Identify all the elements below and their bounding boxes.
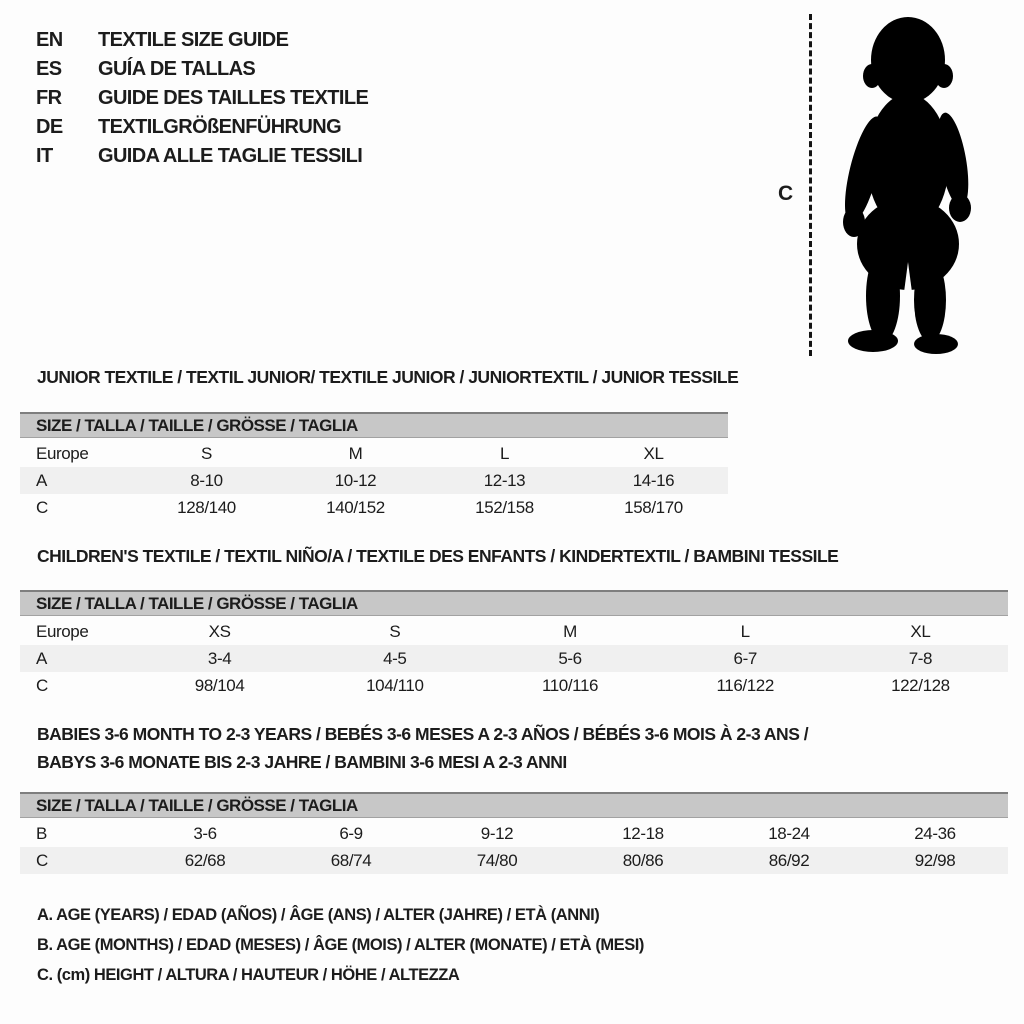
age-value: 14-16 <box>632 470 675 490</box>
figure-area <box>760 0 1024 375</box>
language-row-en <box>36 26 368 55</box>
height-value: 62/68 <box>184 850 226 870</box>
height-value: 140/152 <box>326 497 385 517</box>
junior-size-header: SIZE / TALLA / TAILLE / GRÖSSE / TAGLIA <box>20 412 728 438</box>
size-value: S <box>389 621 401 641</box>
language-title: GUIDE DES TAILLES TEXTILE <box>98 87 369 109</box>
height-label-c: C <box>778 182 794 205</box>
table-row-height <box>20 494 728 521</box>
toddler-silhouette-icon <box>818 10 994 362</box>
height-value: 104/110 <box>366 675 424 695</box>
babies-heading-line1: BABIES 3-6 MONTH TO 2-3 YEARS / BEBÉS 3-6 MESES A 2-3 AÑOS / BÉBÉS 3-6 MOIS À 2-3 ANS / <box>37 724 809 744</box>
age-value: 6-9 <box>339 823 363 843</box>
age-value: 9-12 <box>480 823 514 843</box>
language-code: ES <box>36 58 62 80</box>
size-value: XS <box>208 621 231 641</box>
height-value: 92/98 <box>914 850 956 870</box>
footnote-c: C. (cm) HEIGHT / ALTURA / HAUTEUR / HÖHE / ALTEZZA <box>37 966 460 984</box>
age-value: 12-13 <box>483 470 526 490</box>
row-label: A <box>36 470 47 490</box>
row-label: A <box>36 648 47 668</box>
language-row-es <box>36 55 368 84</box>
babies-size-header: SIZE / TALLA / TAILLE / GRÖSSE / TAGLIA <box>20 792 1008 818</box>
children-size-header: SIZE / TALLA / TAILLE / GRÖSSE / TAGLIA <box>20 590 1008 616</box>
age-value: 7-8 <box>908 648 933 668</box>
language-code: IT <box>36 145 53 167</box>
age-value: 24-36 <box>914 823 956 843</box>
row-label: B <box>36 823 47 843</box>
table-row-height <box>20 847 1008 874</box>
row-label: C <box>36 675 48 695</box>
language-title: TEXTILGRÖßENFÜHRUNG <box>98 116 342 138</box>
language-code: FR <box>36 87 62 109</box>
height-value: 68/74 <box>330 850 372 870</box>
language-row-it <box>36 142 368 171</box>
row-label: Europe <box>36 443 89 463</box>
size-value: XL <box>910 621 931 641</box>
height-value: 158/170 <box>624 497 683 517</box>
age-value: 8-10 <box>190 470 223 490</box>
height-dashed-line <box>809 14 812 356</box>
language-row-de <box>36 113 368 142</box>
age-value: 3-4 <box>207 648 232 668</box>
age-value: 6-7 <box>733 648 757 668</box>
size-value: S <box>201 443 212 463</box>
children-heading: CHILDREN'S TEXTILE / TEXTIL NIÑO/A / TEXTILE DES ENFANTS / KINDERTEXTIL / BAMBINI TESSILE <box>37 546 839 566</box>
language-title: TEXTILE SIZE GUIDE <box>98 29 289 51</box>
language-row-fr <box>36 84 368 113</box>
babies-table <box>20 792 1008 874</box>
size-value: M <box>563 621 577 641</box>
size-value: M <box>348 443 363 463</box>
row-label: Europe <box>36 621 89 641</box>
size-value: L <box>499 443 510 463</box>
height-value: 86/92 <box>768 850 810 870</box>
height-value: 110/116 <box>541 675 599 695</box>
height-value: 128/140 <box>177 497 236 517</box>
table-row-age <box>20 467 728 494</box>
age-value: 10-12 <box>334 470 377 490</box>
row-label: C <box>36 497 48 517</box>
junior-heading: JUNIOR TEXTILE / TEXTIL JUNIOR/ TEXTILE JUNIOR / JUNIORTEXTIL / JUNIOR TESSILE <box>37 367 739 387</box>
children-table <box>20 590 1008 699</box>
babies-heading-line2: BABYS 3-6 MONATE BIS 2-3 JAHRE / BAMBINI 3-6 MESI A 2-3 ANNI <box>37 752 567 772</box>
height-value: 74/80 <box>476 850 518 870</box>
age-value: 18-24 <box>768 823 810 843</box>
language-code: EN <box>36 29 63 51</box>
row-label: C <box>36 850 48 870</box>
footnote-a: A. AGE (YEARS) / EDAD (AÑOS) / ÂGE (ANS) / ALTER (JAHRE) / ETÀ (ANNI) <box>37 906 600 924</box>
height-value: 152/158 <box>475 497 534 517</box>
age-value: 12-18 <box>622 823 664 843</box>
height-value: 80/86 <box>622 850 664 870</box>
table-row-age <box>20 645 1008 672</box>
language-title: GUÍA DE TALLAS <box>98 58 256 80</box>
footnote-b: B. AGE (MONTHS) / EDAD (MESES) / ÂGE (MOIS) / ALTER (MONATE) / ETÀ (MESI) <box>37 936 644 954</box>
junior-table <box>20 412 728 521</box>
table-row-europe <box>20 618 1008 645</box>
height-value: 122/128 <box>891 675 950 695</box>
size-value: XL <box>643 443 664 463</box>
height-value: 98/104 <box>194 675 245 695</box>
age-value: 5-6 <box>558 648 582 668</box>
language-code: DE <box>36 116 63 138</box>
size-value: L <box>740 621 750 641</box>
age-value: 3-6 <box>193 823 217 843</box>
height-value: 116/122 <box>716 675 774 695</box>
language-list <box>36 26 368 171</box>
table-row-age-months <box>20 820 1008 847</box>
table-row-europe <box>20 440 728 467</box>
language-title: GUIDA ALLE TAGLIE TESSILI <box>98 145 363 167</box>
table-row-height <box>20 672 1008 699</box>
age-value: 4-5 <box>383 648 407 668</box>
